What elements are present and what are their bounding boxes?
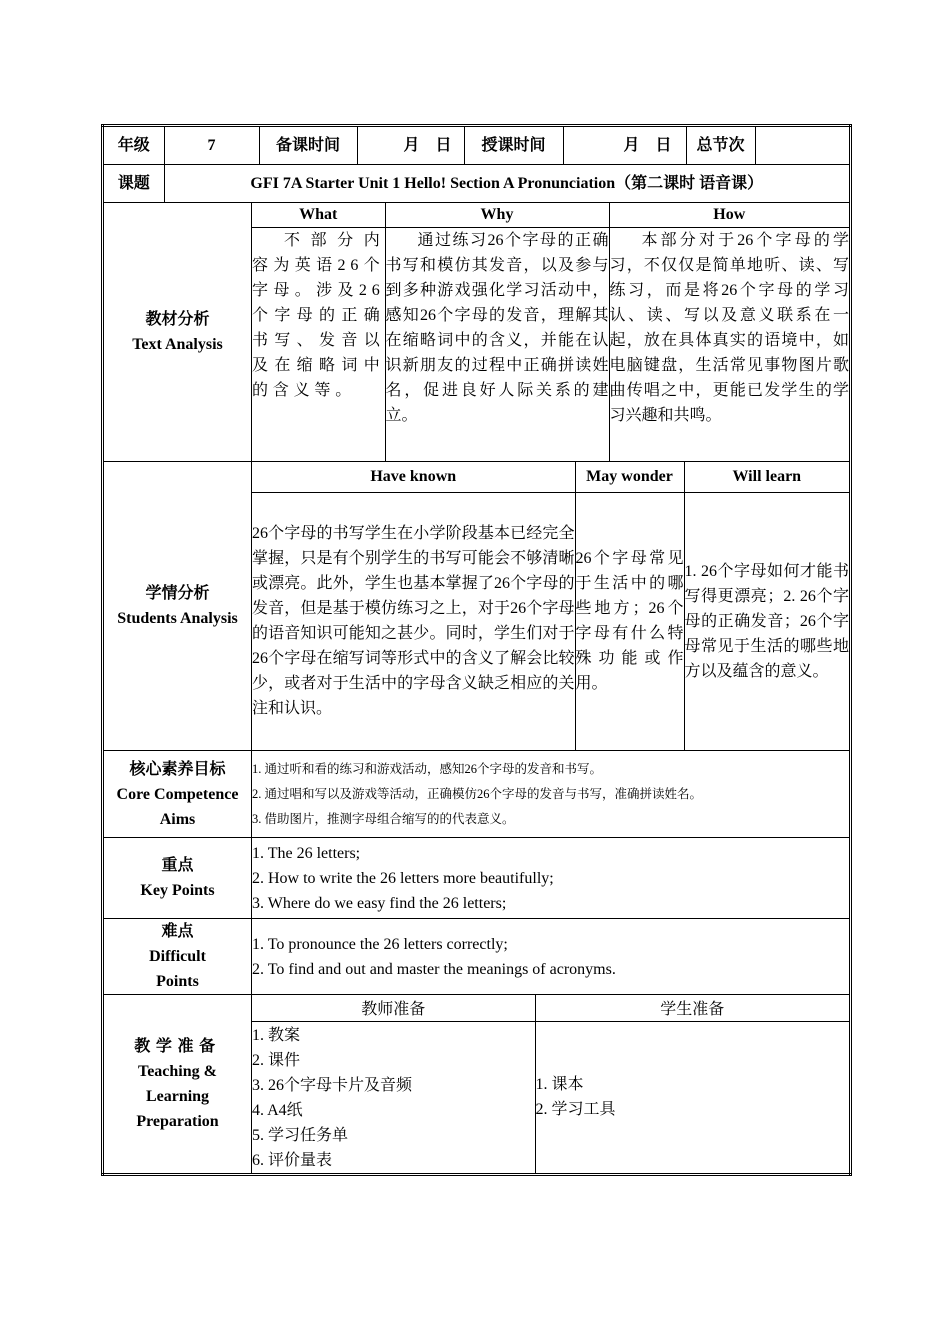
students-analysis-label-en: Students Analysis: [117, 610, 238, 627]
difficult-points-label-cn: 难点: [161, 923, 194, 940]
core-competence-label-en-1: Core Competence: [116, 785, 239, 803]
text-analysis-label: [103, 203, 252, 462]
may-wonder-text: 26个字母常见于生活中的哪些地方；26个字母有什么特殊功能或作用。: [575, 492, 684, 750]
students-analysis-row: [103, 462, 851, 751]
difficult-point-item: 1. To pronounce the 26 letters correctly;: [252, 935, 508, 953]
difficult-points-label: [103, 919, 252, 995]
key-points-label-en: Key Points: [140, 882, 215, 899]
preparation-row: [103, 995, 851, 1175]
key-points-row: [103, 838, 851, 919]
key-points-content: [252, 838, 851, 919]
lesson-plan-page: [101, 124, 849, 1176]
why-header: Why: [385, 203, 609, 227]
how-text: 本部分对于26个字母的学习，不仅仅是简单地听、读、写练习，而是将26个字母的学习认、读、写以及意义联系在一起，放在具体真实的语境中，如电脑键盘，生活常见事物图片歌曲传唱之中，更能已发学生的学习兴趣和共鸣。: [609, 227, 849, 461]
difficult-points-label-en-2: Points: [156, 973, 199, 990]
have-known-text: 26个字母的书写学生在小学阶段基本已经完全掌握，只是有个别学生的书写可能会不够清晰或漂亮。此外，学生也基本掌握了26个字母的发音，但是基于模仿练习之上，对于26个字母的语音知识可能知之甚少。同时，学生们对于26个字母在缩写词等形式中的含义了解会比较少，或者对于生活中的字母含义缺乏相应的关注和认识。: [252, 525, 575, 718]
teacher-prep-item: 5. 学习任务单: [252, 1126, 349, 1144]
teacher-prep-item: 4. A4纸: [252, 1101, 303, 1119]
difficult-points-label-en-1: Difficult: [149, 948, 206, 965]
core-competence-item: 1. 通过听和看的练习和游戏活动，感知26个字母的发音和书写。: [252, 761, 603, 776]
how-header: How: [609, 203, 849, 227]
core-competence-content: [252, 751, 851, 838]
will-learn-header: Will learn: [684, 462, 849, 492]
have-known-header: Have known: [252, 462, 575, 492]
key-points-label: [103, 838, 252, 919]
students-analysis-label: [103, 462, 252, 751]
students-analysis-label-cn: 学情分析: [145, 585, 210, 602]
core-competence-label-cn: 核心素养目标: [129, 760, 226, 778]
key-point-item: 1. The 26 letters;: [252, 844, 361, 862]
preparation-label-en-3: Preparation: [136, 1112, 219, 1130]
core-competence-label: [103, 751, 252, 838]
header-row: [103, 126, 851, 165]
core-competence-item: 3. 借助图片，推测字母组合缩写的的代表意义。: [252, 811, 515, 826]
difficult-points-row: [103, 919, 851, 995]
text-analysis-row: [103, 203, 851, 462]
key-points-label-cn: 重点: [161, 857, 194, 874]
total-value[interactable]: [755, 127, 852, 164]
total-label: 总节次: [686, 127, 755, 164]
teacher-prep-item: 6. 评价量表: [252, 1151, 333, 1169]
topic-value: GFI 7A Starter Unit 1 Hello! Section A Pronunciation（第二课时 语音课）: [164, 165, 849, 202]
teach-time-label: 授课时间: [464, 127, 563, 164]
prep-time-value[interactable]: 月 日: [357, 127, 464, 164]
difficult-points-content: [252, 919, 851, 995]
grade-label: 年级: [117, 136, 150, 154]
teacher-prep-item: 3. 26个字母卡片及音频: [252, 1076, 413, 1094]
preparation-label-en-2: Learning: [145, 1087, 210, 1105]
student-prep-header: 学生准备: [535, 995, 849, 1021]
teacher-prep-list: [252, 1021, 535, 1173]
key-point-item: 3. Where do we easy find the 26 letters;: [252, 894, 507, 912]
topic-label: 课题: [117, 174, 150, 192]
teach-time-value[interactable]: 月 日: [563, 127, 686, 164]
core-competence-item: 2. 通过唱和写以及游戏等活动，正确模仿26个字母的发音与书写，准确拼读姓名。: [252, 786, 703, 801]
lesson-plan-table: [101, 124, 852, 1176]
why-text: 通过练习26个字母的正确书写和模仿其发音，以及参与到多种游戏强化学习活动中，感知26个字母的发音，理解其在缩略词中的含义，并能在认识新朋友的过程中正确拼读姓名，促进良好人际关系的建立。: [385, 227, 609, 461]
what-header: What: [252, 203, 385, 227]
prep-time-label: 备课时间: [259, 127, 357, 164]
grade-value[interactable]: 7: [164, 127, 259, 164]
teacher-prep-item: 2. 课件: [252, 1051, 301, 1069]
key-point-item: 2. How to write the 26 letters more beautifully;: [252, 869, 554, 887]
student-prep-item: 2. 学习工具: [535, 1101, 616, 1118]
will-learn-text: 1. 26个字母如何才能书写得更漂亮；2. 26个字母的正确发音；26个字母常见于生活的哪些地方以及蕴含的意义。: [684, 492, 849, 750]
student-prep-item: 1. 课本: [535, 1076, 584, 1093]
core-competence-row: [103, 751, 851, 838]
core-competence-label-en-2: Aims: [159, 810, 196, 828]
preparation-label-cn: 教学准备: [134, 1037, 221, 1055]
preparation-label-en-1: Teaching &: [138, 1062, 217, 1080]
difficult-point-item: 2. To find and out and master the meanings of acronyms.: [252, 960, 616, 978]
preparation-label: [103, 995, 252, 1175]
text-analysis-label-en: Text Analysis: [132, 336, 223, 353]
text-analysis-label-cn: 教材分析: [145, 311, 210, 328]
topic-row: [103, 165, 851, 203]
teacher-prep-header: 教师准备: [252, 995, 535, 1021]
student-prep-list: [535, 1021, 849, 1173]
may-wonder-header: May wonder: [575, 462, 684, 492]
teacher-prep-item: 1. 教案: [252, 1026, 301, 1044]
what-text: 不部分内容为英语26个字母。涉及26个字母的正确书写、发音以及在缩略词中的含义等。: [252, 231, 385, 399]
